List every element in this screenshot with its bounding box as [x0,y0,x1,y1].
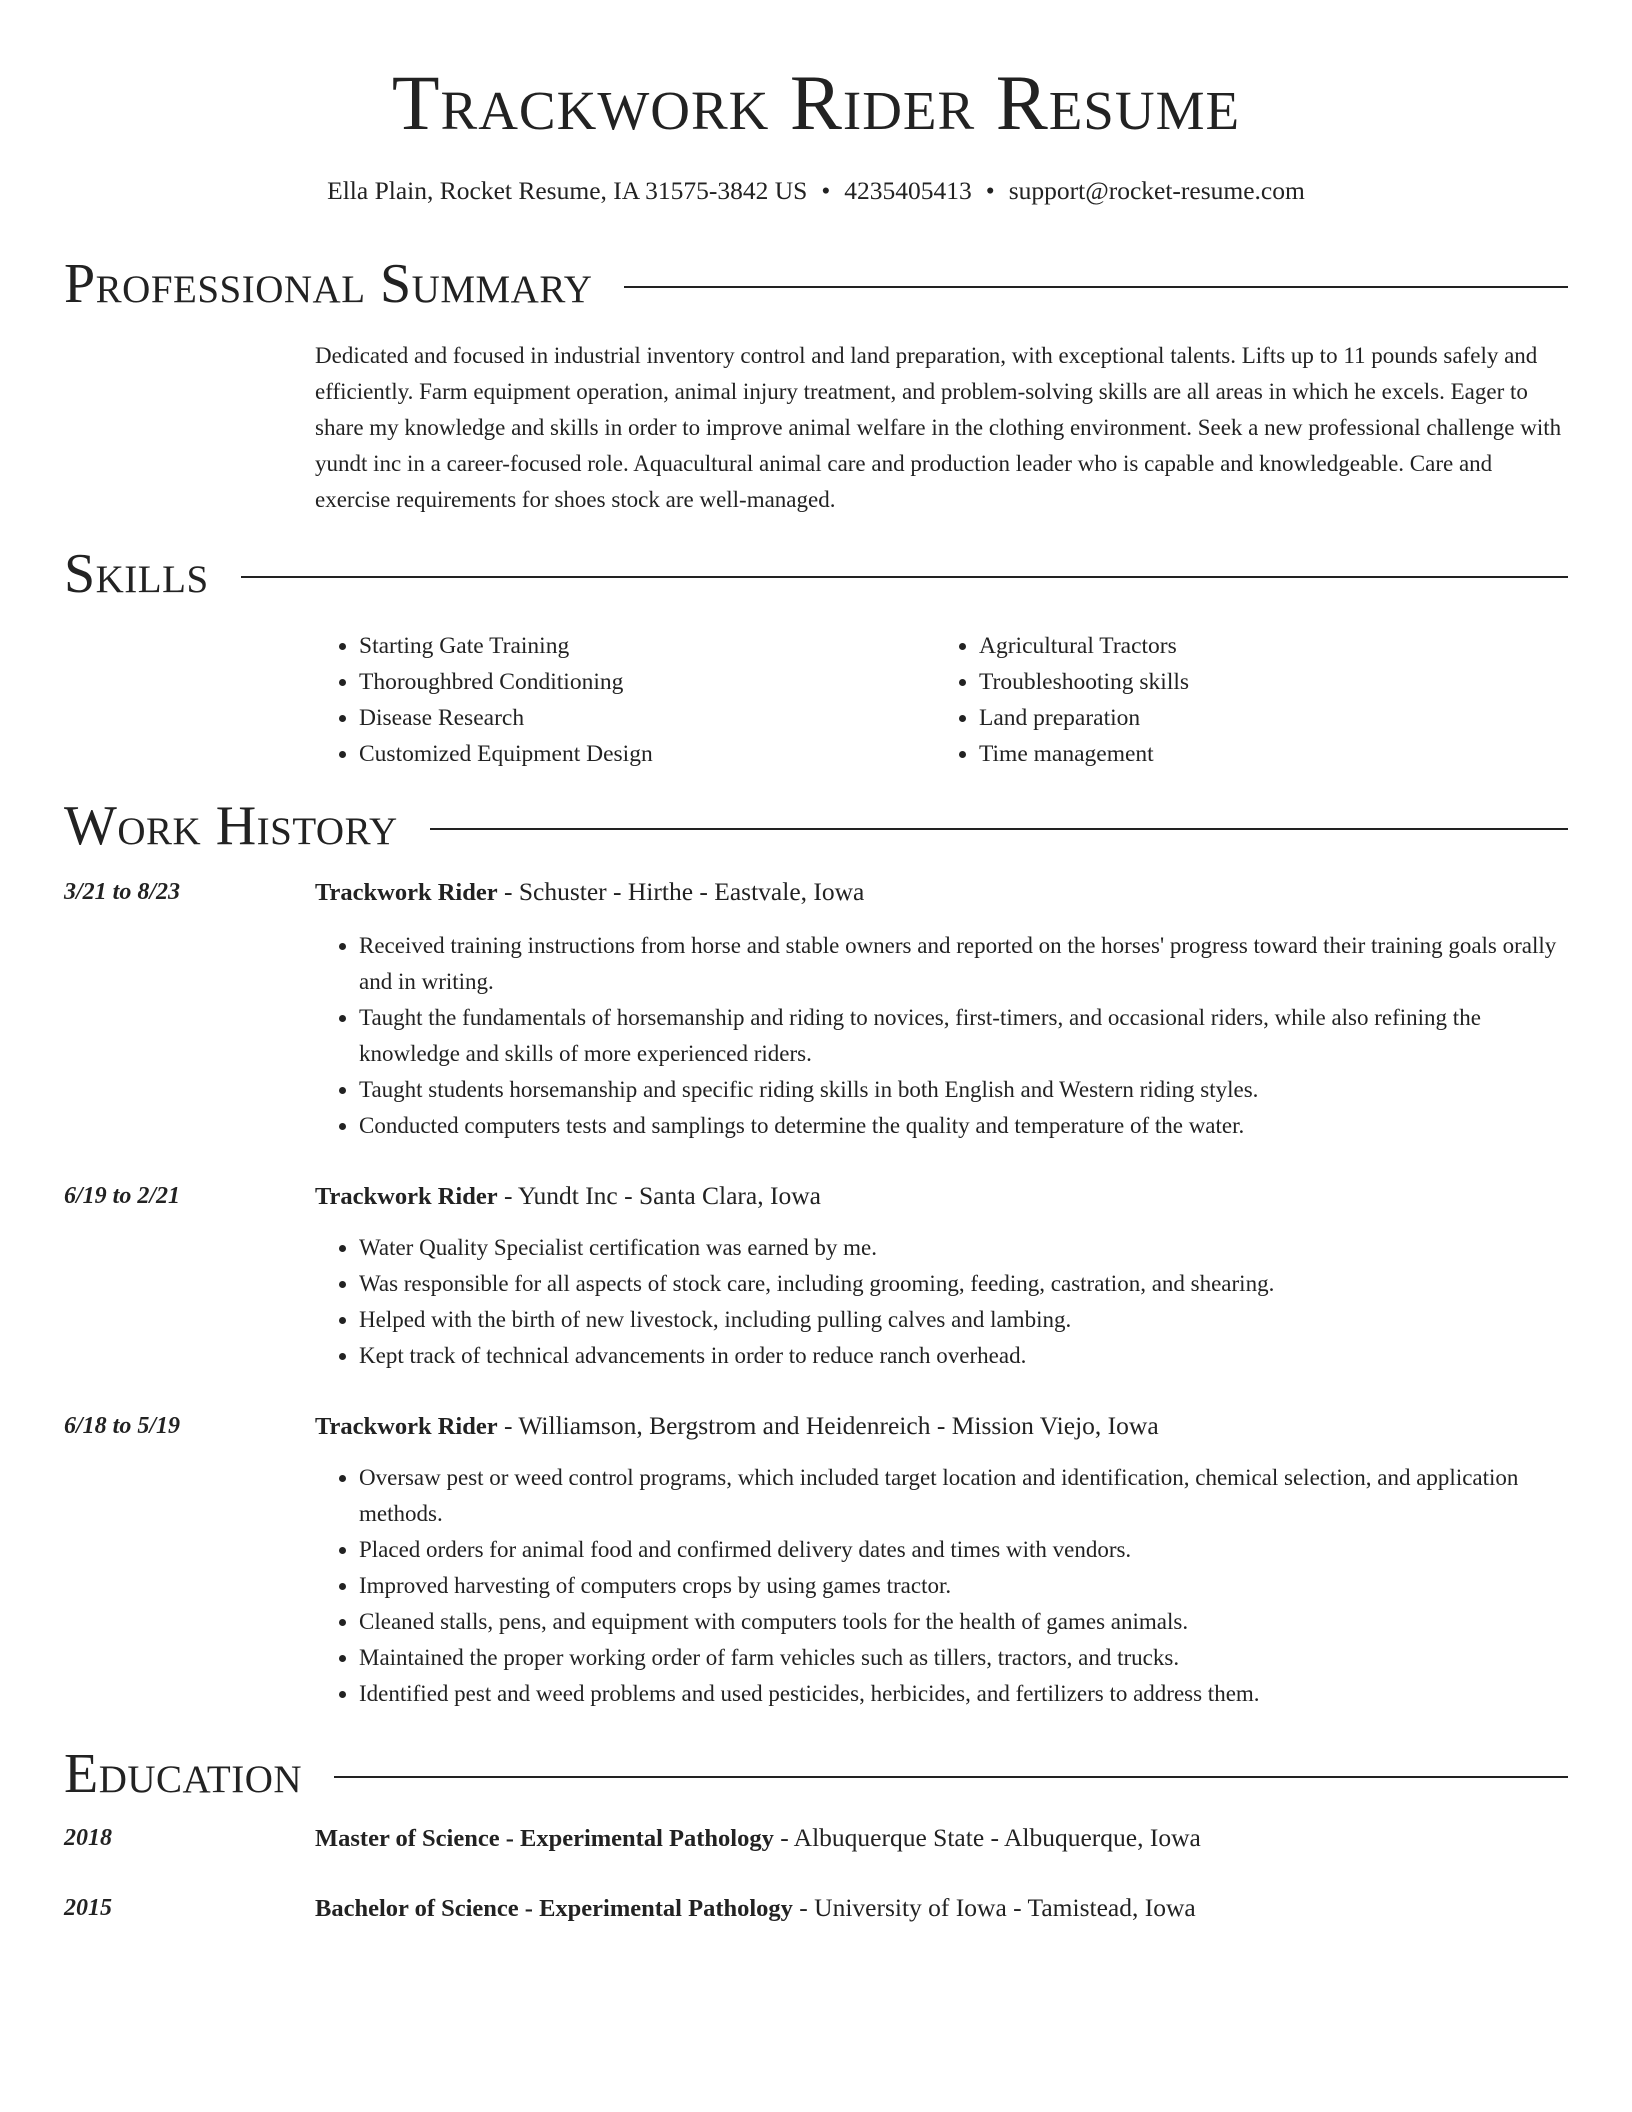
job-duty: • Received training instructions from horse and stable owners and reported on the horses' progress toward their training goals orally and in writing. [359,928,1568,1000]
job-duties [315,1460,1568,1712]
education-degree: Bachelor of Science - Experimental Pathology [315,1895,793,1922]
skill-item: • Troubleshooting skills [979,664,1555,700]
summary-heading: Professional Summary [64,253,593,315]
job-duty: • Kept track of technical advancements in order to reduce ranch overhead. [359,1338,1568,1374]
contact-separator: • [985,176,995,205]
education-details [315,1820,1568,1857]
skill-item: • Disease Research [359,700,935,736]
job-details: - Yundt Inc - Santa Clara, Iowa [497,1181,821,1210]
skills-column-left [315,628,935,772]
job-title: Trackwork Rider [315,879,498,906]
contact-line [0,176,1632,206]
job-duties [315,928,1568,1144]
skills-list [315,628,1571,772]
skill-item: • Agricultural Tractors [979,628,1555,664]
job-duty: • Was responsible for all aspects of stock care, including grooming, feeding, castration, and shearing. [359,1266,1568,1302]
contact-address: Ella Plain, Rocket Resume, IA 31575-3842 US [327,176,808,205]
section-divider [334,1776,1568,1778]
job-details: - Schuster - Hirthe - Eastvale, Iowa [497,877,865,906]
job-dates: 6/18 to 5/19 [64,1413,181,1439]
education-section-header [64,1742,1568,1806]
work-history-heading: Work History [64,795,398,857]
summary-text: Dedicated and focused in industrial inventory control and land preparation, with exceptional talents. Lifts up to 11 pounds safely and efficiently. Farm equipment operation, animal injury treatment, and problem-solving skills are all areas in which he excels. Eager to share my knowledge and skills in order to improve animal welfare in the clothing environment. Seek a new professional challenge with yundt inc in a career-focused role. Aquacultural animal care and production leader who is capable and knowledgeable. Care and exercise requirements for shoes stock are well-managed. [315,343,1562,512]
education-school: - Albuquerque State - Albuquerque, Iowa [773,1823,1201,1852]
job-duty: • Taught the fundamentals of horsemanship and riding to novices, first-timers, and occasional riders, while also refining the knowledge and skills of more experienced riders. [359,1000,1568,1072]
job-details: - Williamson, Bergstrom and Heidenreich - Mission Viejo, Iowa [497,1411,1159,1440]
skills-column-right [935,628,1555,772]
section-divider [624,286,1568,288]
section-divider [241,576,1568,578]
work-history-section-header [64,794,1568,858]
education-school: - University of Iowa - Tamistead, Iowa [792,1893,1196,1922]
skill-item: • Time management [979,736,1555,772]
skill-item: • Customized Equipment Design [359,736,935,772]
job-duty: • Identified pest and weed problems and used pesticides, herbicides, and fertilizers to address them. [359,1676,1568,1712]
job-title: Trackwork Rider [315,1183,498,1210]
job-duty: • Helped with the birth of new livestock, including pulling calves and lambing. [359,1302,1568,1338]
skills-section-header [64,542,1568,606]
education-details [315,1890,1568,1927]
job-role [315,1178,1568,1215]
summary-section-header [64,252,1568,316]
section-divider [430,828,1568,830]
education-year: 2018 [64,1825,112,1851]
skill-item: • Thoroughbred Conditioning [359,664,935,700]
skill-item: • Starting Gate Training [359,628,935,664]
job-duty: • Taught students horsemanship and specific riding skills in both English and Western riding styles. [359,1072,1568,1108]
job-duty: • Maintained the proper working order of farm vehicles such as tillers, tractors, and trucks. [359,1640,1568,1676]
job-duty: • Oversaw pest or weed control programs, which included target location and identification, chemical selection, and application methods. [359,1460,1568,1532]
job-title: Trackwork Rider [315,1413,498,1440]
job-role [315,1408,1568,1445]
contact-separator: • [821,176,831,205]
job-dates: 3/21 to 8/23 [64,879,181,905]
resume-title: Trackwork Rider Resume [391,59,1241,146]
contact-email: support@rocket-resume.com [1008,176,1305,205]
job-duty: • Cleaned stalls, pens, and equipment with computers tools for the health of games animals. [359,1604,1568,1640]
job-duty: • Placed orders for animal food and confirmed delivery dates and times with vendors. [359,1532,1568,1568]
job-duty: • Improved harvesting of computers crops by using games tractor. [359,1568,1568,1604]
skill-item: • Land preparation [979,700,1555,736]
job-duty: • Water Quality Specialist certification was earned by me. [359,1230,1568,1266]
job-duty: • Conducted computers tests and samplings to determine the quality and temperature of the water. [359,1108,1568,1144]
education-degree: Master of Science - Experimental Pathology [315,1825,774,1852]
job-role [315,874,1568,911]
education-year: 2015 [64,1895,112,1921]
education-heading: Education [64,1743,303,1805]
job-dates: 6/19 to 2/21 [64,1183,181,1209]
job-duties [315,1230,1568,1374]
contact-phone: 4235405413 [844,176,972,205]
skills-heading: Skills [64,543,209,605]
